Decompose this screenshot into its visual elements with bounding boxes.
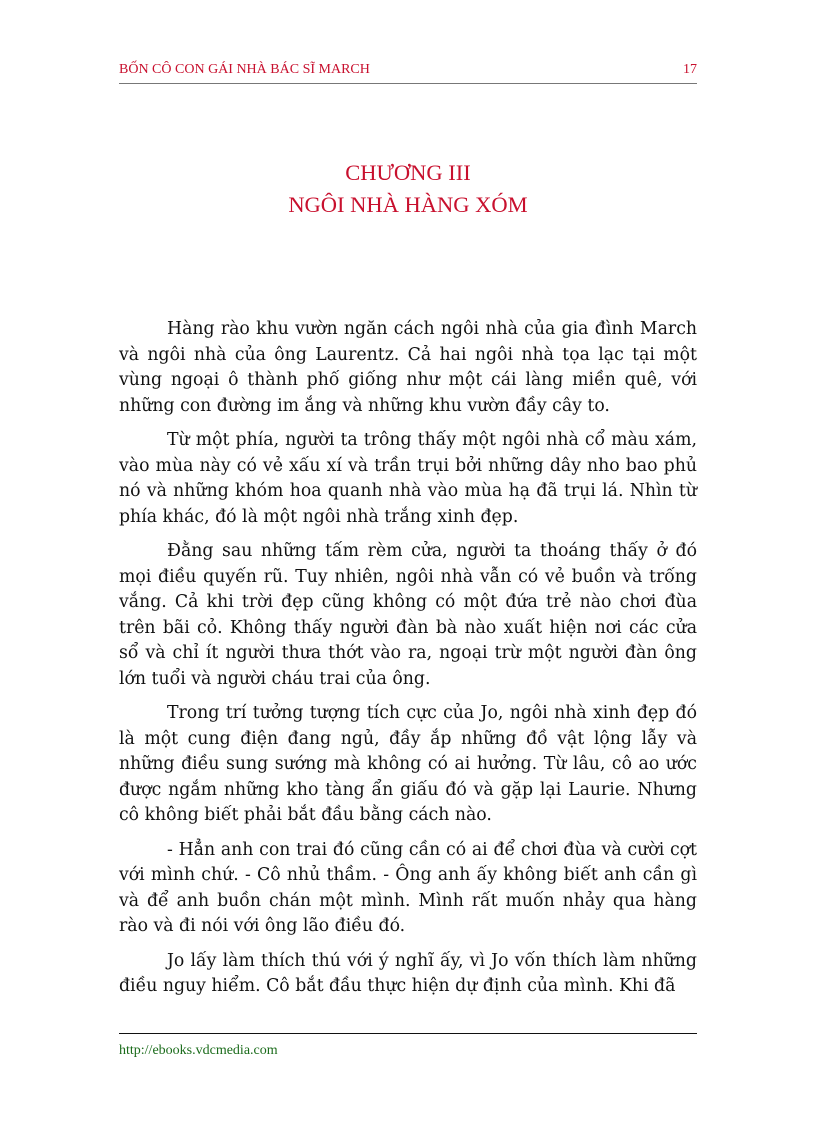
body-text [119, 317, 697, 1009]
page-number: 17 [683, 62, 697, 77]
chapter-number: CHƯƠNG III [345, 160, 471, 185]
paragraph: Hàng rào khu vườn ngăn cách ngôi nhà của gia đình March và ngôi nhà của ông Laurentz. Cả hai ngôi nhà tọa lạc tại một vùng ngoại ô thành phố giống như một cái làng miền quê, với những con đường im ắng và những khu vườn đầy cây to. [119, 319, 697, 416]
footer-divider [119, 1033, 697, 1034]
book-title: BỐN CÔ CON GÁI NHÀ BÁC SĨ MARCH [119, 62, 370, 77]
chapter-title: NGÔI NHÀ HÀNG XÓM [288, 192, 528, 217]
footer-url[interactable]: http://ebooks.vdcmedia.com [119, 1043, 278, 1058]
paragraph: Từ một phía, người ta trông thấy một ngôi nhà cổ màu xám, vào mùa này có vẻ xấu xí và trần trụi bởi những dây nho bao phủ nó và những khóm hoa quanh nhà vào mùa hạ đã trụi lá. Nhìn từ phía khác, đó là một ngôi nhà trắng xinh đẹp. [119, 430, 697, 527]
paragraph: Trong trí tưởng tượng tích cực của Jo, ngôi nhà xinh đẹp đó là một cung điện đang ngủ, đầy ắp những đồ vật lộng lẫy và những điều sung sướng mà không có ai hưởng. Từ lâu, cô ao ước được ngắm những kho tàng ẩn giấu đó và gặp lại Laurie. Nhưng cô không biết phải bắt đầu bằng cách nào. [119, 703, 697, 825]
paragraph: Jo lấy làm thích thú với ý nghĩ ấy, vì Jo vốn thích làm những điều nguy hiểm. Cô bắt đầu thực hiện dự định của mình. Khi đã [119, 950, 697, 996]
running-header [119, 62, 697, 84]
paragraph: Đằng sau những tấm rèm cửa, người ta thoáng thấy ở đó mọi điều quyến rũ. Tuy nhiên, ngôi nhà vẫn có vẻ buồn và trống vắng. Cả khi trời đẹp cũng không có một đứa trẻ nào chơi đùa trên bãi cỏ. Không thấy người đàn bà nào xuất hiện nơi các cửa sổ và chỉ ít người thưa thớt vào ra, ngoại trừ một người đàn ông lớn tuổi và người cháu trai của ông. [119, 541, 697, 689]
paragraph: - Hẳn anh con trai đó cũng cần có ai để chơi đùa và cười cợt với mình chứ. - Cô nhủ thầm. - Ông anh ấy không biết anh cần gì và để anh buồn chán một mình. Mình rất muốn nhảy qua hàng rào và đi nói với ông lão điều đó. [119, 839, 697, 936]
chapter-heading [119, 157, 697, 221]
